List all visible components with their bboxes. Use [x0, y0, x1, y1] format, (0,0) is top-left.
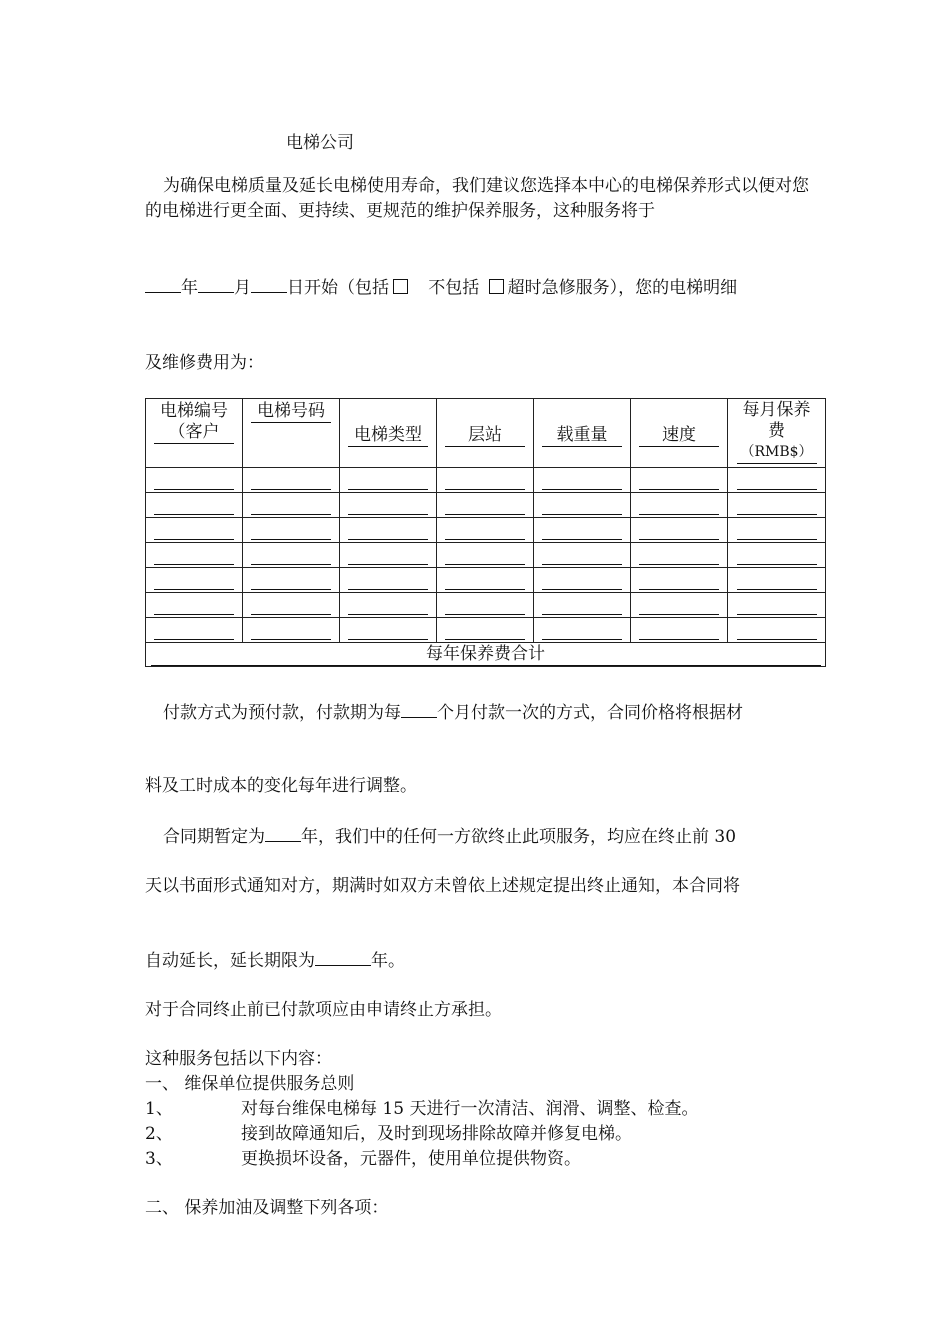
table-cell[interactable] — [728, 493, 826, 518]
column-header: 电梯编号（客户 — [154, 401, 234, 444]
include-checkbox[interactable] — [393, 279, 408, 294]
header-cell-1 — [243, 399, 340, 468]
fill-in-line — [639, 513, 719, 515]
table-cell[interactable] — [340, 593, 437, 618]
table-row — [146, 618, 826, 643]
annual-total-label: 每年保养费合计 — [151, 643, 821, 666]
table-cell[interactable] — [728, 568, 826, 593]
table-row — [146, 468, 826, 493]
table-cell[interactable] — [340, 568, 437, 593]
list-item — [145, 1122, 632, 1147]
fill-in-line — [639, 563, 719, 565]
list-item-text: 对每台维保电梯每 15 天进行一次清洁、润滑、调整、检查。 — [241, 1099, 699, 1119]
header-cell-5 — [631, 399, 728, 468]
table-cell[interactable] — [631, 493, 728, 518]
table-cell[interactable] — [437, 493, 534, 518]
term-line: 合同期暂定为 年，我们中的任何一方欲终止此项服务，均应在终止前 30 — [145, 824, 825, 850]
start-date-line: 年 月 日开始（包括 不包括 超时急修服务），您的电梯明细 — [145, 275, 825, 301]
table-cell[interactable] — [146, 493, 243, 518]
table-cell[interactable] — [534, 568, 631, 593]
fill-in-line — [639, 613, 719, 615]
exclude-checkbox[interactable] — [489, 279, 504, 294]
fill-in-line — [445, 538, 525, 540]
fill-in-line — [737, 488, 817, 490]
annual-total-cell — [146, 643, 826, 667]
table-cell[interactable] — [631, 518, 728, 543]
table-cell[interactable] — [340, 468, 437, 493]
fill-in-line — [348, 538, 428, 540]
table-cell[interactable] — [728, 593, 826, 618]
table-cell[interactable] — [437, 468, 534, 493]
table-cell[interactable] — [146, 593, 243, 618]
table-cell[interactable] — [534, 543, 631, 568]
fill-in-line — [542, 538, 622, 540]
fill-in-line — [251, 613, 331, 615]
section-one-heading: 一、 维保单位提供服务总则 — [145, 1074, 355, 1094]
table-cell[interactable] — [146, 468, 243, 493]
fill-in-line — [639, 538, 719, 540]
fill-in-line — [737, 613, 817, 615]
table-cell[interactable] — [340, 493, 437, 518]
fill-in-line — [542, 638, 622, 640]
notice-line: 天以书面形式通知对方，期满时如双方未曾依上述规定提出终止通知，本合同将 — [145, 876, 740, 896]
fill-in-line — [154, 588, 234, 590]
fill-in-line — [251, 588, 331, 590]
payment-adjust-line: 料及工时成本的变化每年进行调整。 — [145, 776, 417, 796]
list-item-text: 接到故障通知后，及时到现场排除故障并修复电梯。 — [241, 1124, 632, 1144]
table-cell[interactable] — [631, 468, 728, 493]
fill-in-line — [348, 638, 428, 640]
table-cell[interactable] — [340, 618, 437, 643]
fill-in-line — [251, 563, 331, 565]
table-cell[interactable] — [243, 568, 340, 593]
term-years-blank[interactable] — [265, 824, 301, 842]
list-item-number: 2、 — [145, 1124, 173, 1144]
table-cell[interactable] — [340, 543, 437, 568]
fill-in-line — [542, 513, 622, 515]
column-header: 速度 — [639, 425, 719, 447]
table-row — [146, 518, 826, 543]
list-item — [145, 1097, 698, 1122]
fill-in-line — [542, 613, 622, 615]
fill-in-line — [445, 563, 525, 565]
fill-in-line — [154, 563, 234, 565]
table-cell[interactable] — [243, 468, 340, 493]
fill-in-line — [737, 638, 817, 640]
table-cell[interactable] — [243, 493, 340, 518]
table-cell[interactable] — [146, 618, 243, 643]
list-item — [145, 1147, 581, 1172]
fill-in-line — [251, 513, 331, 515]
fill-in-line — [154, 488, 234, 490]
fill-in-line — [445, 513, 525, 515]
fill-in-line — [251, 538, 331, 540]
header-cell-3 — [437, 399, 534, 468]
fill-in-line — [348, 488, 428, 490]
fill-in-line — [737, 563, 817, 565]
table-cell[interactable] — [534, 518, 631, 543]
fill-in-line — [737, 513, 817, 515]
fill-in-line — [251, 488, 331, 490]
table-cell[interactable] — [437, 618, 534, 643]
table-cell[interactable] — [243, 518, 340, 543]
monthly-fee-header: 每月保养费 — [742, 400, 811, 441]
fill-in-line — [445, 613, 525, 615]
table-cell[interactable] — [631, 618, 728, 643]
table-cell[interactable] — [437, 593, 534, 618]
table-cell[interactable] — [631, 543, 728, 568]
header-cell-6 — [728, 399, 826, 468]
fill-in-line — [639, 588, 719, 590]
fill-in-line — [639, 488, 719, 490]
header-cell-4 — [534, 399, 631, 468]
month-blank[interactable] — [198, 275, 234, 293]
table-row — [146, 493, 826, 518]
column-header: 层站 — [445, 425, 525, 447]
currency-unit: （RMB$） — [737, 442, 817, 464]
column-header: 载重量 — [542, 425, 622, 447]
table-cell[interactable] — [340, 518, 437, 543]
table-cell[interactable] — [146, 568, 243, 593]
payment-period-blank[interactable] — [401, 700, 437, 718]
table-cell[interactable] — [728, 468, 826, 493]
fill-in-line — [348, 513, 428, 515]
table-cell[interactable] — [146, 543, 243, 568]
fill-in-line — [737, 588, 817, 590]
table-row — [146, 568, 826, 593]
table-row — [146, 543, 826, 568]
table-cell[interactable] — [534, 493, 631, 518]
table-cell[interactable] — [437, 568, 534, 593]
table-cell[interactable] — [728, 518, 826, 543]
elevator-fee-table — [145, 398, 826, 667]
intro-paragraph: 为确保电梯质量及延长电梯使用寿命，我们建议您选择本中心的电梯保养形式以便对您的电梯进行更全面、更持续、更规范的维护保养服务，这种服务将于 — [145, 176, 809, 221]
table-cell[interactable] — [631, 568, 728, 593]
refund-line: 对于合同终止前已付款项应由申请终止方承担。 — [145, 1000, 502, 1020]
fill-in-line — [445, 488, 525, 490]
column-header: 电梯类型 — [348, 425, 428, 447]
table-row — [146, 593, 826, 618]
fill-in-line — [445, 638, 525, 640]
table-cell[interactable] — [437, 518, 534, 543]
table-cell[interactable] — [534, 618, 631, 643]
fill-in-line — [348, 588, 428, 590]
table-cell[interactable] — [728, 618, 826, 643]
payment-paragraph: 付款方式为预付款，付款期为每 个月付款一次的方式，合同价格将根据材 — [145, 700, 825, 726]
list-item-text: 更换损坏设备，元器件，使用单位提供物资。 — [241, 1149, 581, 1169]
fill-in-line — [154, 638, 234, 640]
fill-in-line — [639, 638, 719, 640]
table-cell[interactable] — [534, 593, 631, 618]
table-cell[interactable] — [243, 543, 340, 568]
fill-in-line — [154, 538, 234, 540]
fill-in-line — [445, 588, 525, 590]
fill-in-line — [542, 563, 622, 565]
renewal-line: 自动延长，延长期限为 年。 — [145, 948, 825, 974]
fill-in-line — [737, 538, 817, 540]
table-cell[interactable] — [243, 618, 340, 643]
section-two-heading: 二、 保养加油及调整下列各项： — [145, 1198, 389, 1218]
header-cell-0 — [146, 399, 243, 468]
fill-in-line — [348, 563, 428, 565]
fill-in-line — [251, 638, 331, 640]
fill-in-line — [348, 613, 428, 615]
fee-intro: 及维修费用为： — [145, 353, 264, 373]
document-title: 电梯公司 — [286, 133, 354, 153]
table-cell[interactable] — [534, 468, 631, 493]
renewal-years-blank[interactable] — [315, 948, 371, 966]
fill-in-line — [542, 588, 622, 590]
fill-in-line — [154, 513, 234, 515]
fill-in-line — [154, 613, 234, 615]
day-blank[interactable] — [251, 275, 287, 293]
list-item-number: 3、 — [145, 1149, 173, 1169]
fill-in-line — [542, 488, 622, 490]
list-item-number: 1、 — [145, 1099, 173, 1119]
table-cell[interactable] — [243, 593, 340, 618]
table-cell[interactable] — [146, 518, 243, 543]
column-header: 电梯号码 — [251, 401, 331, 423]
header-cell-2 — [340, 399, 437, 468]
table-cell[interactable] — [437, 543, 534, 568]
table-cell[interactable] — [631, 593, 728, 618]
table-cell[interactable] — [728, 543, 826, 568]
service-intro: 这种服务包括以下内容： — [145, 1049, 332, 1069]
year-blank[interactable] — [145, 275, 181, 293]
